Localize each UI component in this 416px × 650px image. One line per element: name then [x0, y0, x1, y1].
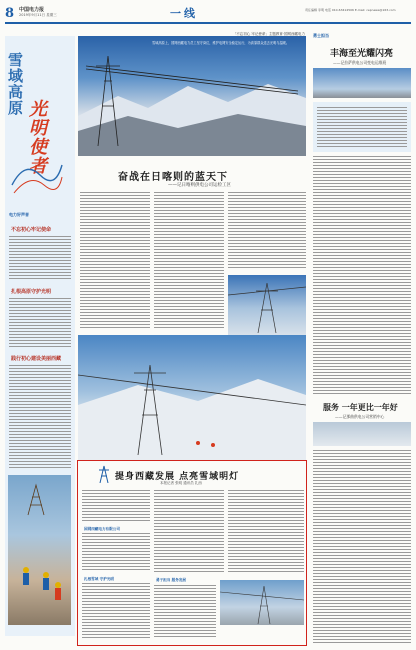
left-subhead-3: 践行初心建设美丽西藏: [11, 356, 62, 362]
masthead: [0, 0, 416, 30]
right-photo-2: [313, 422, 411, 446]
section-title: 一线: [170, 7, 198, 20]
feature-pylon-icon: [96, 465, 112, 483]
left-photo-workers: [8, 475, 71, 625]
paper-name: 中国电力报: [19, 7, 45, 13]
feature-body-col-1: [82, 490, 150, 524]
feature-body-col-1c: [82, 583, 150, 641]
left-subhead-1: 不忘初心牢记使命: [11, 227, 52, 233]
issue-date: 2019年9月11日 星期三: [19, 13, 57, 17]
feature-subhead-3: 勇于担当 服务发展: [156, 578, 187, 582]
right-article-title-1: 丰海至光耀闪亮: [330, 49, 394, 59]
theme-banner: 「不忘初心 牢记使命」主题教育·国网西藏电力: [232, 32, 305, 36]
right-article-title-2: 服务 一年更比一年好: [323, 402, 398, 412]
top-photo-pylons: [78, 36, 306, 156]
top-photo-caption: 雪域高原上，国网西藏电力员工坚守岗位，维护电网安全稳定运行，为高原群众送去光明与温暖。: [152, 41, 290, 45]
feature-subhead-1: 国网西藏电力有限公司: [84, 527, 120, 531]
right-article-subtitle-2: ——记那曲供电公司营销中心: [335, 414, 385, 419]
main-article-title: 奋战在日喀则的蓝天下: [118, 172, 228, 183]
feature-byline: 本报记者 张明 通讯员 扎西: [160, 481, 202, 485]
editor-info: 责任编辑 李明 电话 010-63414506 E-mail: cepnews@163.com: [305, 8, 396, 12]
left-body-1: [9, 236, 71, 282]
right-body-2: [313, 450, 411, 645]
left-body-2: [9, 298, 71, 350]
feature-body-col-1b: [82, 533, 150, 573]
feature-headline-vertical-1: 雪域高原: [8, 51, 24, 117]
feature-headline-vertical-2: 光明使者: [29, 99, 47, 177]
right-column-tag: 勇士担当: [313, 33, 329, 38]
main-body-col-3: [228, 192, 306, 272]
feature-photo: [220, 580, 304, 625]
feature-title: 提身西藏发展 点亮雪域明灯: [115, 472, 240, 482]
voice-label: 电力好声音: [9, 212, 29, 217]
mid-photo-towers: [228, 275, 306, 335]
right-body-1: [313, 156, 411, 396]
left-body-3: [9, 365, 71, 470]
swirl-decoration: [10, 155, 65, 200]
page-number: 8: [5, 6, 15, 21]
feature-body-col-2b: [154, 585, 216, 641]
right-photo-1: [313, 68, 411, 98]
right-quote-box: [313, 102, 411, 152]
left-subhead-2: 扎根高原守护光明: [11, 289, 52, 295]
feature-body-col-3: [228, 490, 304, 576]
right-article-subtitle-1: ——记拉萨供电公司变电运维班: [333, 60, 387, 65]
header-divider: [5, 22, 411, 24]
wide-photo-construction: [78, 335, 306, 460]
main-body-col-2: [154, 192, 224, 332]
main-article-subtitle: ——记日喀则供电公司运检工区: [168, 183, 231, 188]
main-body-col-1: [80, 192, 150, 332]
feature-subhead-2: 扎根雪域 守护光明: [84, 577, 115, 581]
feature-body-col-2: [154, 490, 224, 574]
